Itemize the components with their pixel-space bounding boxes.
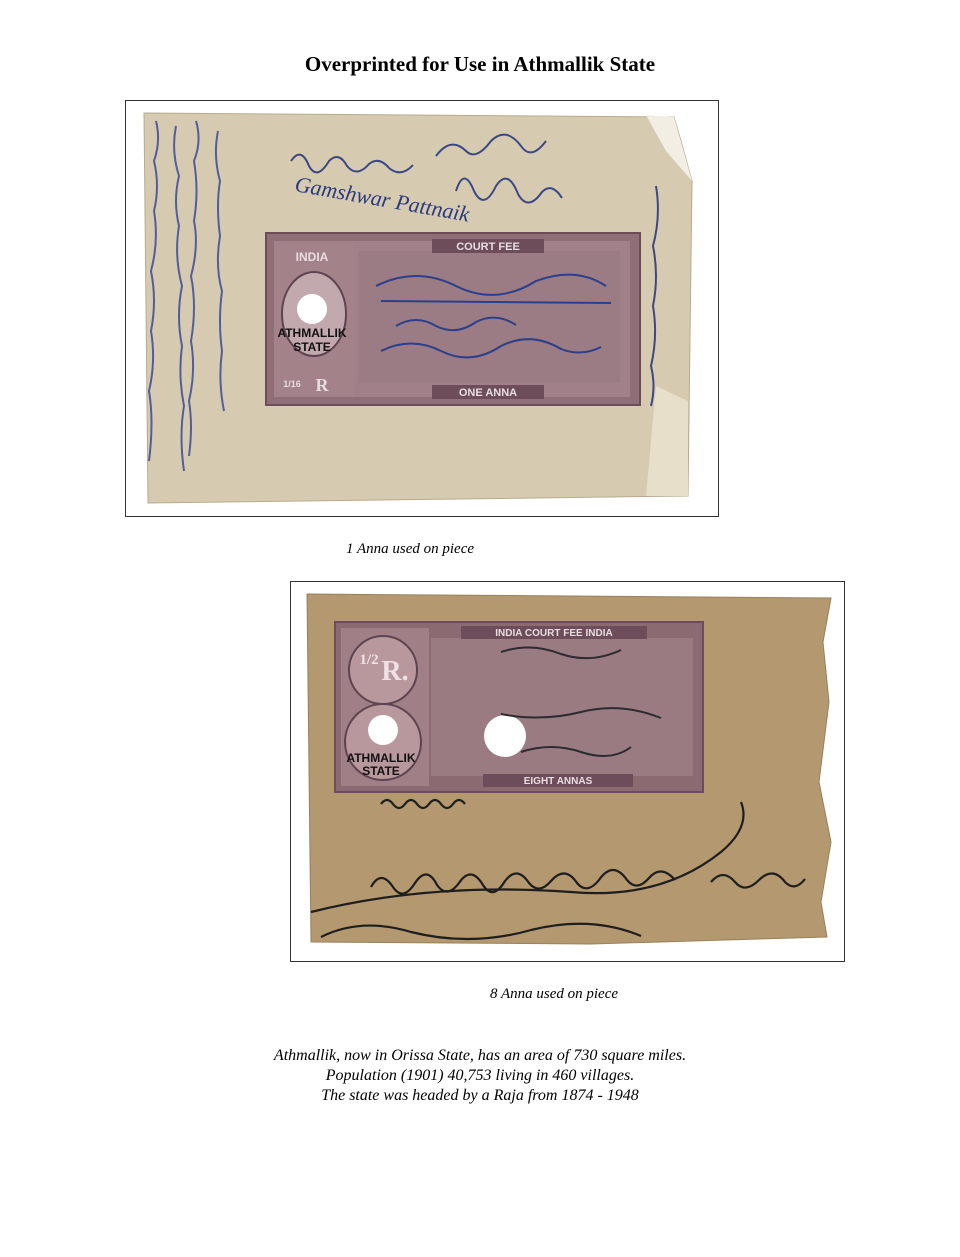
item-2-stamp-bottom-label: EIGHT ANNAS xyxy=(523,776,593,787)
item-2-frame xyxy=(290,581,845,962)
item-1-frame xyxy=(125,100,719,517)
note-line-2: Population (1901) 40,753 living in 460 villages. xyxy=(325,1067,635,1084)
item-1-piece-image xyxy=(126,101,718,516)
item-2-caption: 8 Anna used on piece xyxy=(490,986,619,1002)
item-1-stamp-top-label: COURT FEE xyxy=(456,241,520,253)
item-1-overprint-line2: STATE xyxy=(293,340,331,354)
item-2-stamp-top-label: INDIA COURT FEE INDIA xyxy=(495,628,613,639)
page-title: Overprinted for Use in Athmallik State xyxy=(304,52,656,76)
item-2-piece-image xyxy=(291,582,844,961)
item-2-stamp-value-unit: R. xyxy=(381,656,409,687)
item-1-signature: Gamshwar Pattnaik xyxy=(293,171,472,227)
item-1-stamp-bottom-label: ONE ANNA xyxy=(458,387,518,399)
item-2-overprint-line2: STATE xyxy=(362,764,400,778)
item-1-overprint-line1: ATHMALLIK xyxy=(277,326,347,340)
item-2-stamp-value-fraction: 1/2 xyxy=(359,652,379,668)
item-1-stamp-value-fraction: 1/16 xyxy=(283,379,301,389)
item-2-overprint-line1: ATHMALLIK xyxy=(346,751,416,765)
item-1-caption: 1 Anna used on piece xyxy=(346,541,475,557)
note-line-1: Athmallik, now in Orissa State, has an area of 730 square miles. xyxy=(273,1047,687,1064)
item-1-stamp-country: INDIA xyxy=(295,250,329,264)
note-line-3: The state was headed by a Raja from 1874 - 1948 xyxy=(321,1087,639,1104)
item-1-stamp-value-unit: R xyxy=(315,375,329,395)
history-notes xyxy=(0,1046,960,1106)
